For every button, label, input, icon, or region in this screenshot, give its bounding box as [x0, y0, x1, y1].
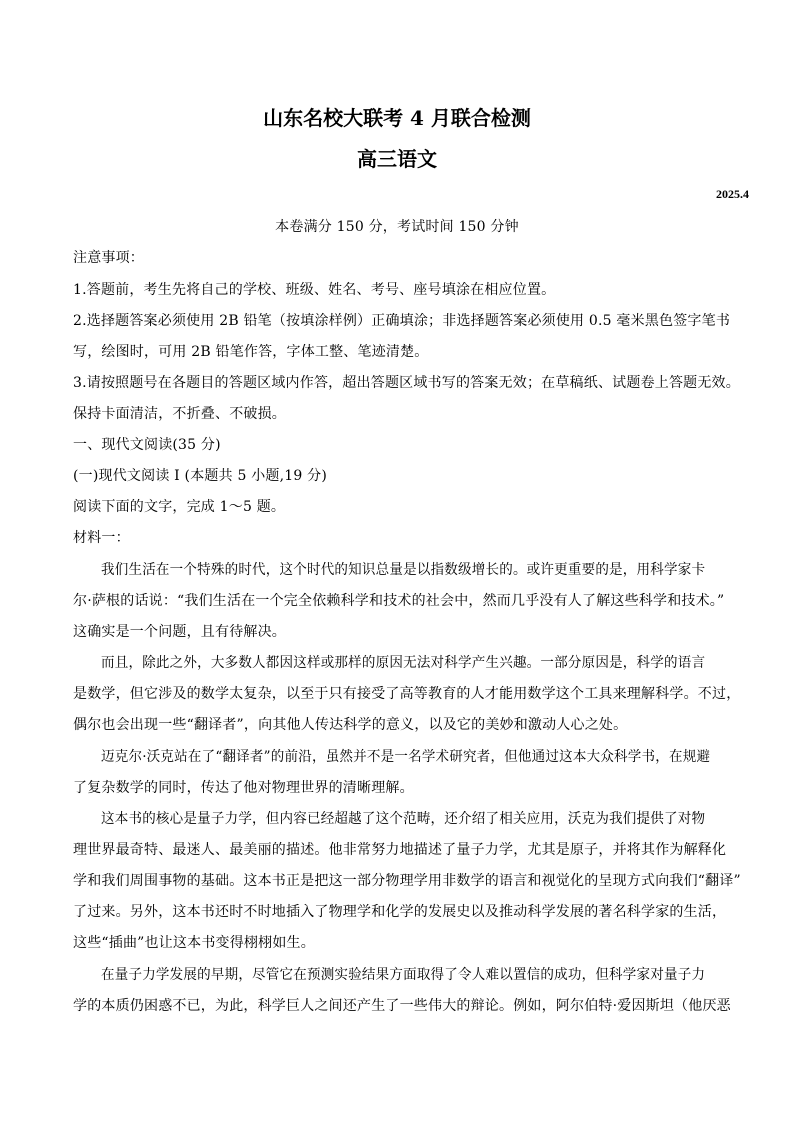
passage-line: 这些“插曲”也让这本书变得栩栩如生。 [73, 935, 315, 951]
notice-item-1: 1.答题前，考生先将自己的学校、班级、姓名、考号、座号填涂在相应位置。 [73, 282, 556, 298]
passage-line: 学的本质仍困惑不已，为此，科学巨人之间还产生了一些伟大的辩论。例如，阿尔伯特·爱因斯坦（他厌恶 [73, 998, 731, 1014]
exam-title: 山东名校大联考 4 月联合检测 [263, 106, 531, 130]
subsection-heading: (一)现代文阅读 I (本题共 5 小题,19 分) [73, 468, 327, 484]
passage-line: 了复杂数学的同时，传达了他对物理世界的清晰理解。 [73, 780, 414, 796]
passage-line: 理世界最奇特、最迷人、最美丽的描述。他非常努力地描述了量子力学，尤其是原子，并将其作为解释化 [73, 842, 727, 858]
exam-subtitle: 高三语文 [357, 147, 437, 171]
notice-item-2-line-1: 2.选择题答案必须使用 2B 铅笔（按填涂样例）正确填涂；非选择题答案必须使用 0.5 毫米黑色签字笔书 [73, 313, 731, 329]
exam-info: 本卷满分 150 分，考试时间 150 分钟 [275, 219, 519, 235]
passage-line: 这确实是一个问题，且有待解决。 [73, 624, 286, 640]
passage-line: 了过来。另外，这本书还时不时地插入了物理学和化学的发展史以及推动科学发展的著名科学家的生活， [73, 904, 727, 920]
material-label: 材料一： [73, 530, 130, 546]
passage-line: 偶尔也会出现一些“翻译者”，向其他人传达科学的意义，以及它的美妙和激动人心之处。 [73, 717, 628, 733]
passage-line: 是数学，但它涉及的数学太复杂，以至于只有接受了高等教育的人才能用数学这个工具来理解科学。不过， [73, 686, 741, 702]
notice-item-2-line-2: 写，绘图时，可用 2B 铅笔作答，字体工整、笔迹清楚。 [73, 344, 429, 360]
exam-date: 2025.4 [716, 187, 749, 201]
passage-line: 而且，除此之外，大多数人都因这样或那样的原因无法对科学产生兴趣。一部分原因是，科学的语言 [101, 655, 706, 671]
passage-line: 迈克尔·沃克站在了“翻译者”的前沿，虽然并不是一名学术研究者，但他通过这本大众科学书，在规避 [101, 749, 711, 765]
passage-line: 在量子力学发展的早期，尽管它在预测实验结果方面取得了令人难以置信的成功，但科学家对量子力 [101, 967, 706, 983]
reading-instruction: 阅读下面的文字，完成 1～5 题。 [73, 499, 286, 515]
notice-item-3-line-2: 保持卡面清洁，不折叠、不破损。 [73, 406, 286, 422]
passage-line: 我们生活在一个特殊的时代，这个时代的知识总量是以指数级增长的。或许更重要的是，用科学家卡 [101, 562, 706, 578]
notice-item-3-line-1: 3.请按照题号在各题目的答题区域内作答，超出答题区域书写的答案无效；在草稿纸、试题卷上答题无效。 [73, 375, 740, 391]
passage-line: 这本书的核心是量子力学，但内容已经超越了这个范畴，还介绍了相关应用，沃克为我们提供了对物 [101, 811, 706, 827]
section-heading: 一、现代文阅读(35 分) [73, 437, 221, 453]
passage-line: 学和我们周围事物的基础。这本书正是把这一部分物理学用非数学的语言和视觉化的呈现方式向我们“翻译” [73, 873, 741, 889]
notice-heading: 注意事项： [73, 250, 144, 266]
passage-line: 尔·萨根的话说：“我们生活在一个完全依赖科学和技术的社会中，然而几乎没有人了解这些科学和技术。” [73, 593, 725, 609]
